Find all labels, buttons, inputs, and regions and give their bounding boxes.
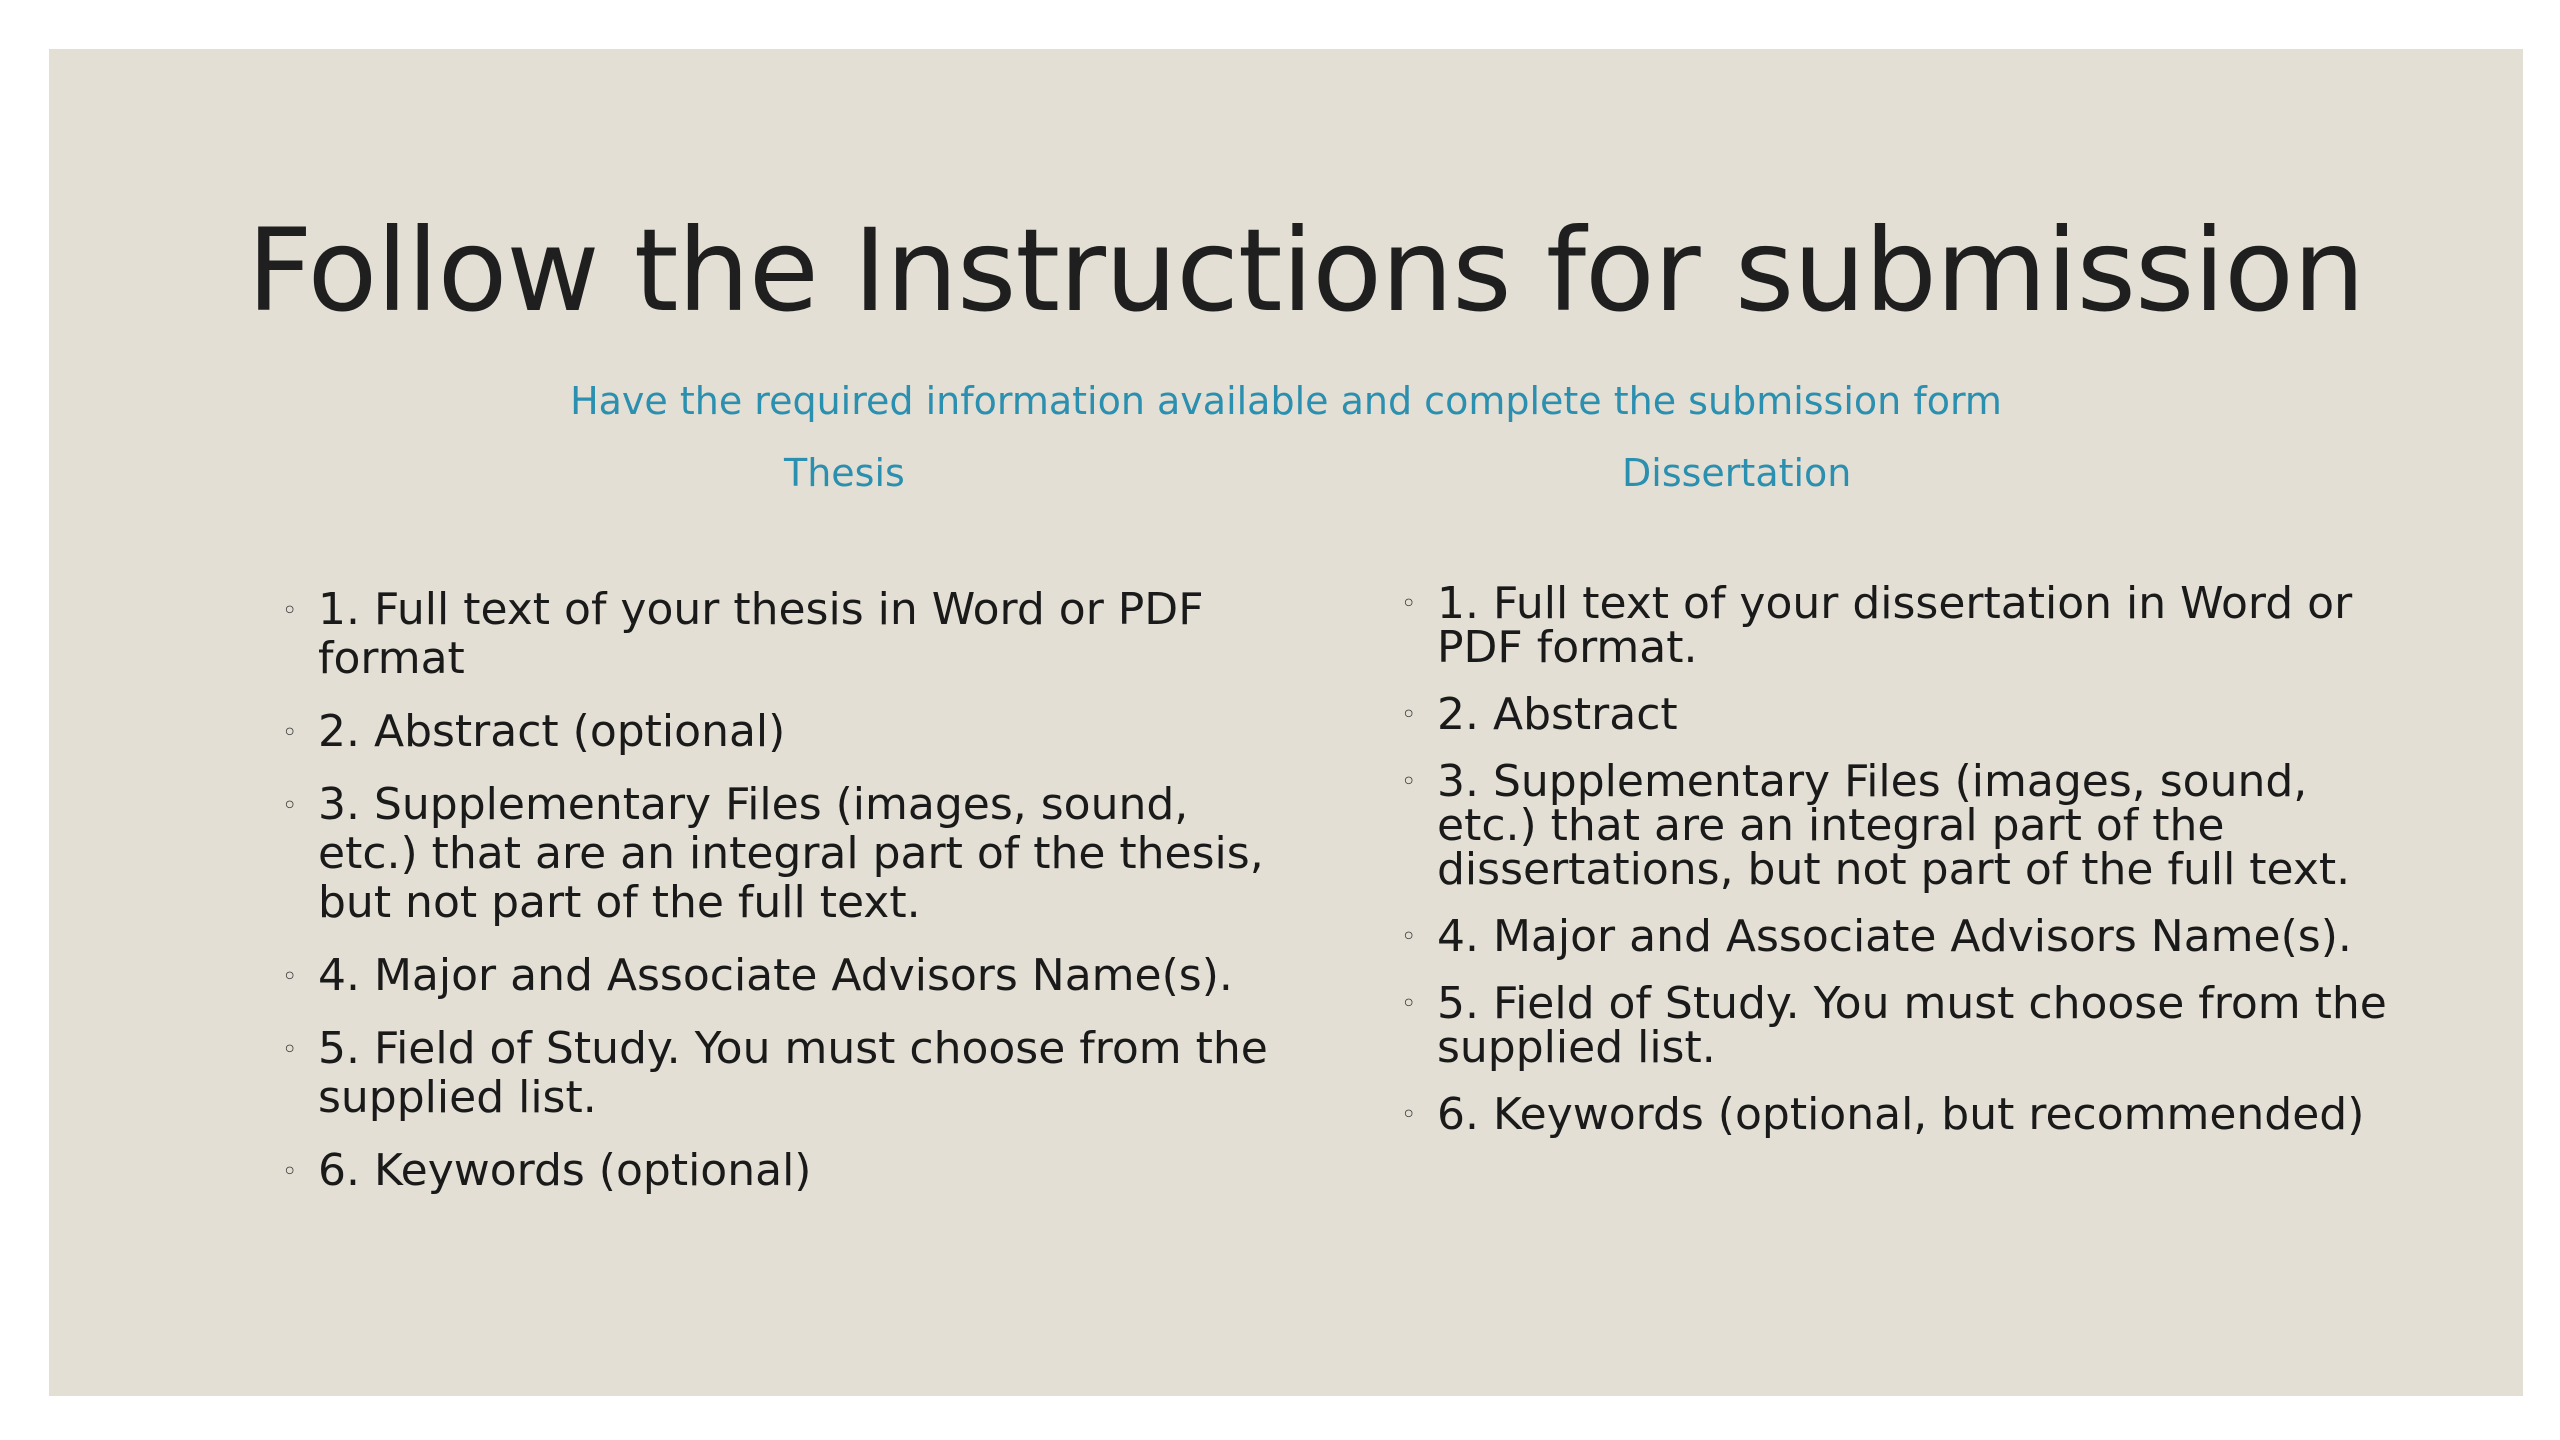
list-item-text: 1. Full text of your dissertation in Word or PDF format.	[1437, 578, 2353, 673]
slide	[49, 49, 2523, 1396]
bullet-icon: ◦	[282, 1035, 298, 1065]
list-item-text: 2. Abstract (optional)	[318, 706, 786, 757]
list-item-text: 1. Full text of your thesis in Word or PDF format	[318, 584, 1204, 684]
list-item-text: 6. Keywords (optional)	[318, 1145, 812, 1196]
bullet-icon: ◦	[282, 962, 298, 992]
list-item	[282, 707, 1282, 756]
list-item	[282, 780, 1282, 927]
slide-title: Follow the Instructions for submission	[247, 204, 2365, 337]
bullet-icon: ◦	[1401, 700, 1417, 730]
slide-subtitle: Have the required information available and complete the submission form	[570, 379, 2002, 423]
list-item	[282, 951, 1282, 1000]
list-item	[1401, 689, 2401, 740]
bullet-icon: ◦	[1401, 767, 1417, 797]
thesis-heading: Thesis	[784, 451, 905, 495]
bullet-icon: ◦	[282, 718, 298, 748]
list-item	[282, 585, 1282, 683]
bullet-icon: ◦	[1401, 922, 1417, 952]
list-item-text: 4. Major and Associate Advisors Name(s).	[1437, 911, 2352, 962]
bullet-icon: ◦	[282, 596, 298, 626]
list-item-text: 6. Keywords (optional, but recommended)	[1437, 1089, 2365, 1140]
bullet-icon: ◦	[282, 791, 298, 821]
bullet-icon: ◦	[1401, 1100, 1417, 1130]
list-item	[1401, 978, 2401, 1073]
list-item	[282, 1146, 1282, 1195]
list-item	[1401, 911, 2401, 962]
thesis-list	[282, 585, 1282, 1219]
list-item	[1401, 578, 2401, 673]
list-item-text: 5. Field of Study. You must choose from the supplied list.	[318, 1023, 1268, 1123]
bullet-icon: ◦	[1401, 989, 1417, 1019]
list-item	[282, 1024, 1282, 1122]
bullet-icon: ◦	[1401, 589, 1417, 619]
dissertation-list	[1401, 578, 2401, 1160]
list-item-text: 4. Major and Associate Advisors Name(s).	[318, 950, 1233, 1001]
bullet-icon: ◦	[282, 1157, 298, 1187]
list-item	[1401, 756, 2401, 895]
list-item-text: 3. Supplementary Files (images, sound, etc.) that are an integral part of the dissertations, but not part of the full text.	[1437, 756, 2351, 895]
list-item-text: 3. Supplementary Files (images, sound, etc.) that are an integral part of the thesis, but not part of the full text.	[318, 779, 1264, 928]
list-item	[1401, 1089, 2401, 1140]
list-item-text: 2. Abstract	[1437, 689, 1678, 740]
dissertation-heading: Dissertation	[1622, 451, 1852, 495]
list-item-text: 5. Field of Study. You must choose from the supplied list.	[1437, 978, 2387, 1073]
